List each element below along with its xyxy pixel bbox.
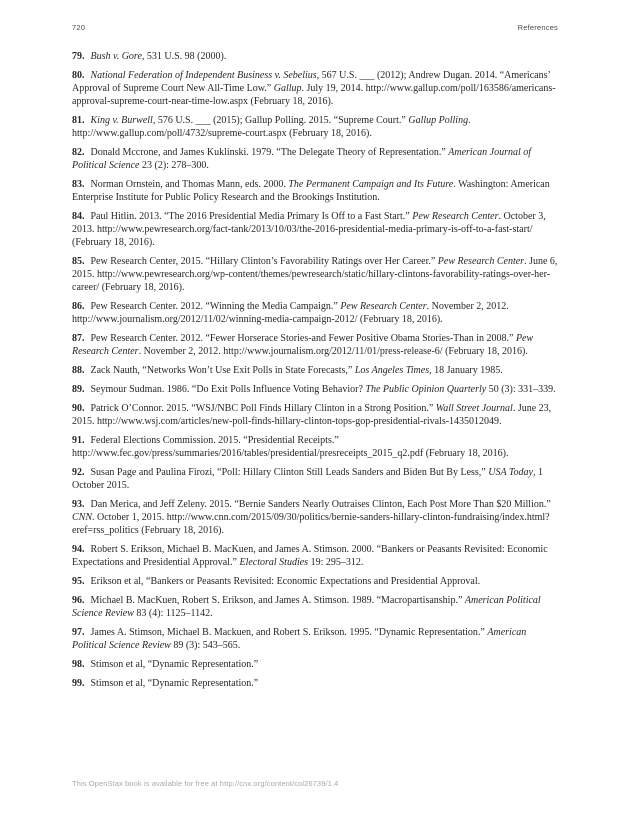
reference-italic-text: Los Angeles Times (354, 365, 430, 376)
reference-italic-text: The Permanent Campaign and Its Future (288, 179, 454, 190)
reference-text: . October 3, 2013. http://www.pewresearch.org/fact-tank/2013/10/03/the-2016-presidential-media-primary-is-off-to-a-fast-start/ (February 18, 2016). (72, 211, 546, 248)
reference-number: 90. (72, 403, 85, 414)
reference-italic-text: Wall Street Journal (435, 403, 513, 414)
reference-text: Michael B. MacKuen, Robert S. Erikson, and James A. Stimson. 1989. “Macropartisanship.” (90, 595, 465, 606)
reference-item (72, 178, 558, 204)
reference-number: 81. (72, 115, 85, 126)
reference-italic-text: Pew Research Center (340, 301, 427, 312)
reference-text: . November 2, 2012. http://www.journalism.org/2012/11/01/press-release-6/ (February 18, 2016). (138, 346, 528, 357)
reference-number: 85. (72, 256, 85, 267)
reference-text: Donald Mccrone, and James Kuklinski. 1979. “The Delegate Theory of Representation.” (90, 147, 449, 158)
reference-text: , 531 U.S. 98 (2000). (141, 51, 227, 62)
reference-italic-text: Pew Research Center (437, 256, 525, 267)
reference-item (72, 466, 558, 492)
reference-number: 84. (72, 211, 85, 222)
reference-text: , 18 January 1985. (429, 365, 503, 376)
reference-text: , 576 U.S. ___ (2015); Gallup Polling. 2015. “Supreme Court.” (152, 115, 409, 126)
reference-text: . October 1, 2015. http://www.cnn.com/2015/09/30/politics/bernie-sanders-hillary-clinton-fundraising/index.html?eref=rss_politics (February 18, 2016). (72, 512, 550, 536)
reference-item (72, 332, 558, 358)
reference-number: 95. (72, 576, 85, 587)
reference-number: 96. (72, 595, 85, 606)
running-head (72, 23, 558, 32)
reference-number: 87. (72, 333, 85, 344)
reference-text: 83 (4): 1125–1142. (133, 608, 213, 619)
reference-italic-text: Gallup Polling (408, 115, 469, 126)
page-number: 720 (72, 23, 86, 32)
reference-number: 91. (72, 435, 85, 446)
reference-italic-text: American Journal of Political Science (72, 147, 532, 171)
reference-item (72, 402, 558, 428)
reference-text: . July 19, 2014. http://www.gallup.com/poll/163586/americans-approval-supreme-court-near-time-low.aspx (February 18, 2016). (72, 83, 556, 107)
reference-item (72, 69, 558, 108)
reference-number: 80. (72, 70, 85, 81)
reference-italic-text: Pew Research Center (412, 211, 499, 222)
reference-item (72, 114, 558, 140)
reference-text: Norman Ornstein, and Thomas Mann, eds. 2000. (90, 179, 289, 190)
reference-text: Robert S. Erikson, Michael B. MacKuen, and James A. Stimson. 2000. “Bankers or Peasants Revisited: Economic Expectations and Presidential Approval.” (72, 544, 548, 568)
reference-text: 23 (2): 278–300. (139, 160, 209, 171)
reference-text: 50 (3): 331–339. (486, 384, 556, 395)
reference-text: Seymour Sudman. 1986. “Do Exit Polls Influence Voting Behavior? (90, 384, 366, 395)
reference-italic-text: Bush v. Gore (90, 51, 142, 62)
reference-number: 82. (72, 147, 85, 158)
reference-text: , 567 U.S. ___ (2012); Andrew Dugan. 2014. “Americans’ Approval of Supreme Court New All-Time Low.” (72, 70, 551, 94)
reference-text: Susan Page and Paulina Firozi, “Poll: Hillary Clinton Still Leads Sanders and Biden But By Less,” (90, 467, 489, 478)
reference-text: James A. Stimson, Michael B. Mackuen, and Robert S. Erikson. 1995. “Dynamic Representation.” (90, 627, 488, 638)
reference-text: Dan Merica, and Jeff Zeleny. 2015. “Bernie Sanders Nearly Outraises Clinton, Each Post More Than $20 Million.” (90, 499, 551, 510)
reference-item (72, 50, 558, 63)
reference-text: Erikson et al, “Bankers or Peasants Revisited: Economic Expectations and Presidential Approval. (90, 576, 481, 587)
reference-text: 19: 295–312. (308, 557, 364, 568)
reference-item (72, 677, 558, 690)
reference-italic-text: National Federation of Independent Business v. Sebelius (90, 70, 317, 81)
reference-text: Zack Nauth, “Networks Won’t Use Exit Polls in State Forecasts,” (90, 365, 355, 376)
reference-italic-text: CNN (72, 512, 93, 523)
reference-number: 86. (72, 301, 85, 312)
reference-italic-text: American Political Science Review (72, 595, 541, 619)
running-head-title: References (517, 23, 558, 32)
reference-text: Stimson et al, “Dynamic Representation.” (90, 659, 259, 670)
reference-number: 89. (72, 384, 85, 395)
reference-item (72, 658, 558, 671)
reference-item (72, 498, 558, 537)
reference-text: Pew Research Center, 2015. “Hillary Clinton’s Favorability Ratings over Her Career.” (90, 256, 438, 267)
reference-number: 88. (72, 365, 85, 376)
reference-number: 93. (72, 499, 85, 510)
reference-item (72, 210, 558, 249)
reference-item (72, 575, 558, 588)
reference-text: Federal Elections Commission. 2015. “Presidential Receipts.” http://www.fec.gov/press/summaries/2016/tables/presidential/presreceipts_2015_q2.pdf (February 18, 2016). (72, 435, 509, 459)
reference-text: . June 6, 2015. http://www.pewresearch.org/wp-content/themes/pewresearch/static/hillary-clintons-favorability-ratings-over-her-career/ (February 18, 2016). (72, 256, 558, 293)
reference-text: Pew Research Center. 2012. “Fewer Horserace Stories-and Fewer Positive Obama Stories-Than in 2008.” (90, 333, 516, 344)
reference-item (72, 364, 558, 377)
reference-item (72, 383, 558, 396)
reference-text: . June 23, 2015. http://www.wsj.com/articles/new-poll-finds-hillary-clinton-tops-gop-presidential-rivals-1435012049. (72, 403, 552, 427)
reference-italic-text: American Political Science Review (72, 627, 527, 651)
reference-text: , 1 October 2015. (72, 467, 543, 491)
reference-text: . November 2, 2012. http://www.journalism.org/2012/11/02/winning-media-campaign-2012/ (February 18, 2016). (72, 301, 509, 325)
reference-item (72, 300, 558, 326)
reference-number: 79. (72, 51, 85, 62)
reference-number: 97. (72, 627, 85, 638)
reference-italic-text: The Public Opinion Quarterly (365, 384, 487, 395)
reference-number: 83. (72, 179, 85, 190)
reference-number: 94. (72, 544, 85, 555)
reference-item (72, 626, 558, 652)
reference-text: Pew Research Center. 2012. “Winning the Media Campaign.” (90, 301, 341, 312)
reference-number: 98. (72, 659, 85, 670)
references-list (72, 50, 558, 696)
reference-italic-text: Electoral Studies (239, 557, 309, 568)
reference-text: Paul Hitlin. 2013. “The 2016 Presidential Media Primary Is Off to a Fast Start.” (90, 211, 413, 222)
reference-italic-text: King v. Burwell (90, 115, 153, 126)
reference-item (72, 146, 558, 172)
reference-text: 89 (3): 543–565. (170, 640, 241, 651)
page-footer-note: This OpenStax book is available for free at http://cnx.org/content/col26739/1.4 (72, 779, 339, 788)
reference-item (72, 594, 558, 620)
reference-number: 99. (72, 678, 85, 689)
reference-text: Patrick O’Connor. 2015. “WSJ/NBC Poll Finds Hillary Clinton in a Strong Position.” (90, 403, 436, 414)
reference-text: . http://www.gallup.com/poll/4732/supreme-court.aspx (February 18, 2016). (72, 115, 471, 139)
reference-item (72, 434, 558, 460)
reference-italic-text: Pew Research Center (72, 333, 534, 357)
reference-item (72, 543, 558, 569)
reference-italic-text: USA Today (488, 467, 533, 478)
reference-item (72, 255, 558, 294)
reference-italic-text: Gallup (273, 83, 302, 94)
reference-number: 92. (72, 467, 85, 478)
reference-text: . Washington: American Enterprise Institute for Public Policy Research and the Brookings Institution. (72, 179, 550, 203)
reference-text: Stimson et al, “Dynamic Representation.” (90, 678, 259, 689)
